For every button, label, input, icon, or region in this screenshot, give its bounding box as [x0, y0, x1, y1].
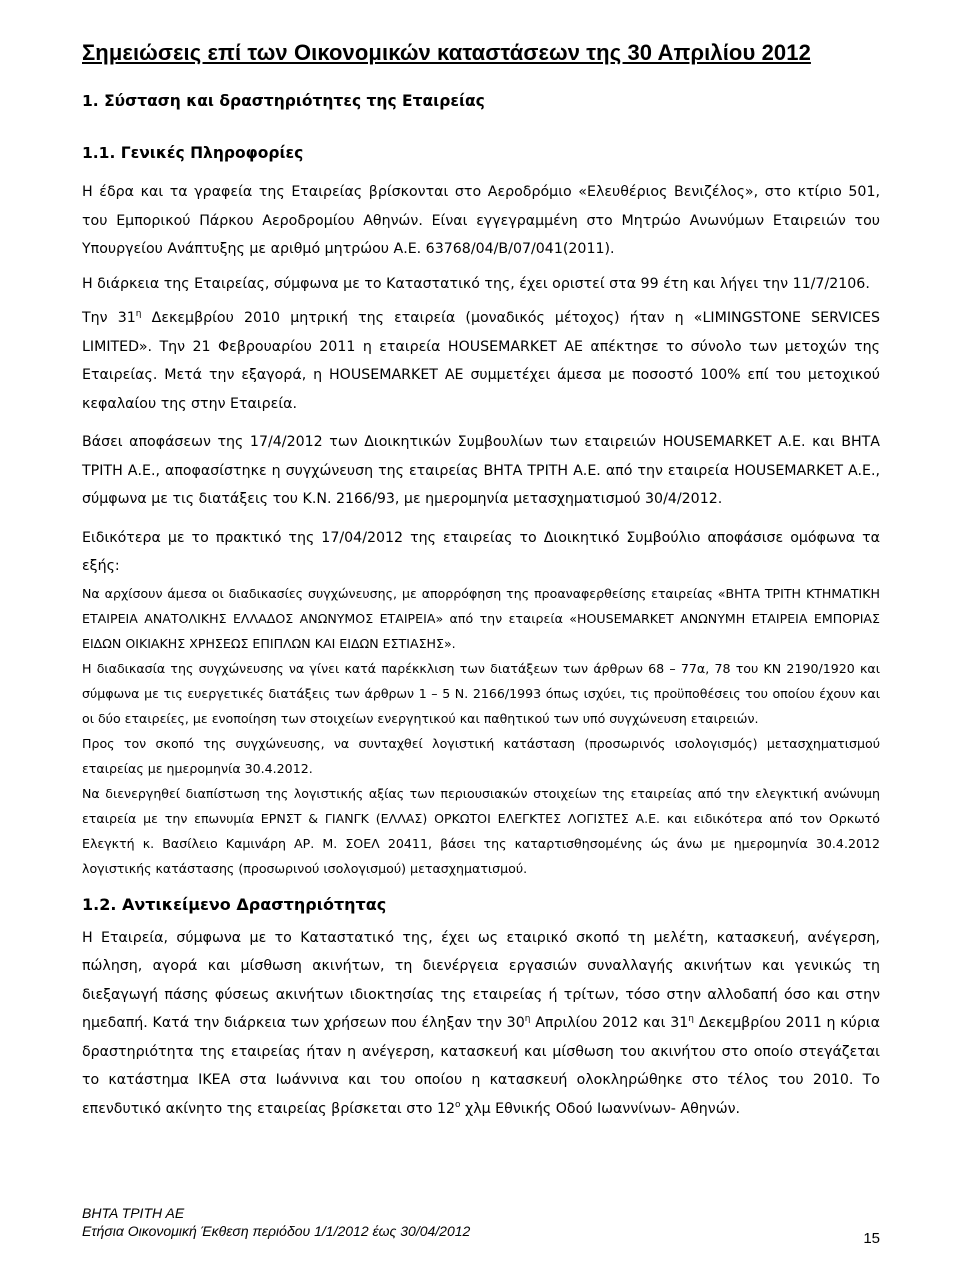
paragraph-shareholder-start: Την 31 — [82, 310, 136, 326]
section-heading-1: 1. Σύσταση και δραστηριότητες της Εταιρείας — [82, 92, 485, 110]
superscript-1: η — [524, 1014, 531, 1024]
document-page — [82, 40, 880, 1123]
section-heading-1-2: 1.2. Αντικείμενο Δραστηριότητας — [82, 894, 387, 914]
superscript-eta: η — [135, 309, 142, 319]
page-number: 15 — [863, 1230, 880, 1247]
resolution-item-3: Προς τον σκοπό της συγχώνευσης, να συνταχθεί λογιστική κατάσταση (προσωρινός ισολογισμός) μετασχηματισμού εταιρείας με ημερομηνία 30.4.2012. — [82, 735, 880, 776]
page-footer — [82, 1204, 880, 1247]
footer-report-title: Ετήσια Οικονομική Έκθεση περιόδου 1/1/2012 έως 30/04/2012 — [82, 1223, 471, 1239]
paragraph-activity-part-d: χλμ Εθνικής Οδού Ιωαννίνων- Αθηνών. — [460, 1100, 741, 1117]
resolution-item-2: Η διαδικασία της συγχώνευσης να γίνει κατά παρέκκλιση των διατάξεων των άρθρων 68 – 77α, 78 του ΚΝ 2190/1920 και σύμφωνα με τις ευεργετικές διατάξεις των άρθρων 1 – 5 Ν. 2166/1993 όπως ισχύει, τις προϋποθέσεις του οποίου έχουν και οι δύο εταιρείες, με ενοποίηση των στοιχείων ενεργητικού και παθητικού των υπό συγχώνευση εταιρειών. — [82, 660, 880, 726]
paragraph-shareholder — [82, 304, 880, 418]
resolution-item-1: Να αρχίσουν άμεσα οι διαδικασίες συγχώνευσης, με απορρόφηση της προαναφερθείσης εταιρείας «ΒΗΤΑ ΤΡΙΤΗ ΚΤΗΜΑΤΙΚΗ ΕΤΑΙΡΕΙΑ ΑΝΑΤΟΛΙΚΗΣ ΕΛΛΑΔΟΣ ΑΝΩΝΥΜΟΣ ΕΤΑΙΡΕΙΑ» από την εταιρεία «HOUSEMARKET ΑΝΩΝΥΜΗ ΕΤΑΙΡΕΙΑ ΕΜΠΟΡΙΑΣ ΕΙΔΩΝ ΟΙΚΙΑΚΗΣ ΧΡΗΣΕΩΣ ΕΠΙΠΛΩΝ ΚΑΙ ΕΙΔΩΝ ΕΣΤΙΑΣΗΣ». — [82, 585, 880, 651]
page-title: Σημειώσεις επί των Οικονομικών καταστάσεων της 30 Απριλίου 2012 — [82, 40, 811, 65]
paragraph-duration: Η διάρκεια της Εταιρείας, σύμφωνα με το Καταστατικό της, έχει οριστεί στα 99 έτη και λήγει την 11/7/2106. — [82, 275, 870, 292]
paragraph-headquarters: Η έδρα και τα γραφεία της Εταιρείας βρίσκονται στο Αεροδρόμιο «Ελευθέριος Βενιζέλος», στο κτίριο 501, του Εμπορικού Πάρκου Αεροδρομίου Αθηνών. Είναι εγγεγραμμένη στο Μητρώο Ανωνύμων Εταιρειών του Υπουργείου Ανάπτυξης με αριθμό μητρώου Α.Ε. 63768/04/Β/07/041(2011). — [82, 184, 880, 257]
paragraph-activity-part-b: Απριλίου 2012 και 31 — [530, 1015, 689, 1031]
paragraph-board-resolution: Ειδικότερα με το πρακτικό της 17/04/2012 της εταιρείας το Διοικητικό Συμβούλιο αποφάσισε ομόφωνα τα εξής: — [82, 529, 880, 574]
resolution-item-4: Να διενεργηθεί διαπίστωση της λογιστικής αξίας των περιουσιακών στοιχείων της εταιρείας από την ελεγκτική ανώνυμη εταιρεία με την επωνυμία ΕΡΝΣΤ & ΓΙΑΝΓΚ (ΕΛΛΑΣ) ΟΡΚΩΤΟΙ ΕΛΕΓΚΤΕΣ ΛΟΓΙΣΤΕΣ Α.Ε. και ειδικότερα από τον Ορκωτό Ελεγκτή κ. Βασίλειο Καμινάρη ΑΡ. Μ. ΣΟΕΛ 20411, βάσει της καταρτισθησομένης ώς άνω με ημερομηνία 30.4.2012 λογιστικής κατάστασης (προσωρινού ισολογισμού) μετασχηματισμού. — [82, 785, 880, 876]
superscript-2: η — [688, 1014, 694, 1024]
paragraph-activity-part-a: Η Εταιρεία, σύμφωνα με το Καταστατικό της, έχει ως εταιρικό σκοπό τη μελέτη, κατασκευή, ανέγερση, πώληση, αγορά και μίσθωση ακινήτων, τη διενέργεια εργασιών συναλλαγής ακινήτων και γενικώς τη διεξαγωγή πάσης φύσεως ακινήτων ιδιοκτησίας της εταιρείας ή τρίτων, τόσο στην αλλοδαπή όσο και στην ημεδαπή. Κατά την διάρκεια των χρήσεων που έληξαν την 30 — [82, 929, 880, 1031]
superscript-3: ο — [455, 1099, 461, 1110]
section-heading-1-1: 1.1. Γενικές Πληροφορίες — [82, 144, 304, 162]
paragraph-merger-decision: Βάσει αποφάσεων της 17/4/2012 των Διοικητικών Συμβουλίων των εταιρειών HOUSEMARKET A.E. και ΒΗΤΑ ΤΡΙΤΗ Α.Ε., αποφασίστηκε η συγχώνευση της εταιρείας ΒΗΤΑ ΤΡΙΤΗ Α.Ε. από την εταιρεία HOUSEMARKET A.E., σύμφωνα με τις διατάξεις του Κ.Ν. 2166/93, με ημερομηνία μετασχηματισμού 30/4/2012. — [82, 434, 880, 507]
paragraph-shareholder-rest: Δεκεμβρίου 2010 μητρική της εταιρεία (μοναδικός μέτοχος) ήταν η «LIMINGSTONE SERVICES LIMITED». Την 21 Φεβρουαρίου 2011 η εταιρεία HOUSEMARKET AE απέκτησε το σύνολο των μετοχών της Εταιρείας. Μετά την εξαγορά, η HOUSEMARKET AE συμμετέχει άμεσα με ποσοστό 100% επί του μετοχικού κεφαλαίου της στην Εταιρεία. — [82, 310, 880, 412]
paragraph-activity-part-c: Δεκεμβρίου 2011 η κύρια δραστηριότητα της εταιρείας ήταν η ανέγερση, κατασκευή και μίσθωση του ακινήτου στο οποίο στεγάζεται το κατάστημα ΙΚΕΑ στα Ιωάννινα και του οποίου η κατασκευή ολοκληρώθηκε στο τέλος του 2010. Το επενδυτικό ακίνητο της εταιρείας βρίσκεται στο 12 — [82, 1015, 880, 1117]
paragraph-activity — [82, 924, 880, 1124]
footer-company: ΒΗΤΑ ΤΡΙΤΗ ΑΕ — [82, 1205, 185, 1221]
